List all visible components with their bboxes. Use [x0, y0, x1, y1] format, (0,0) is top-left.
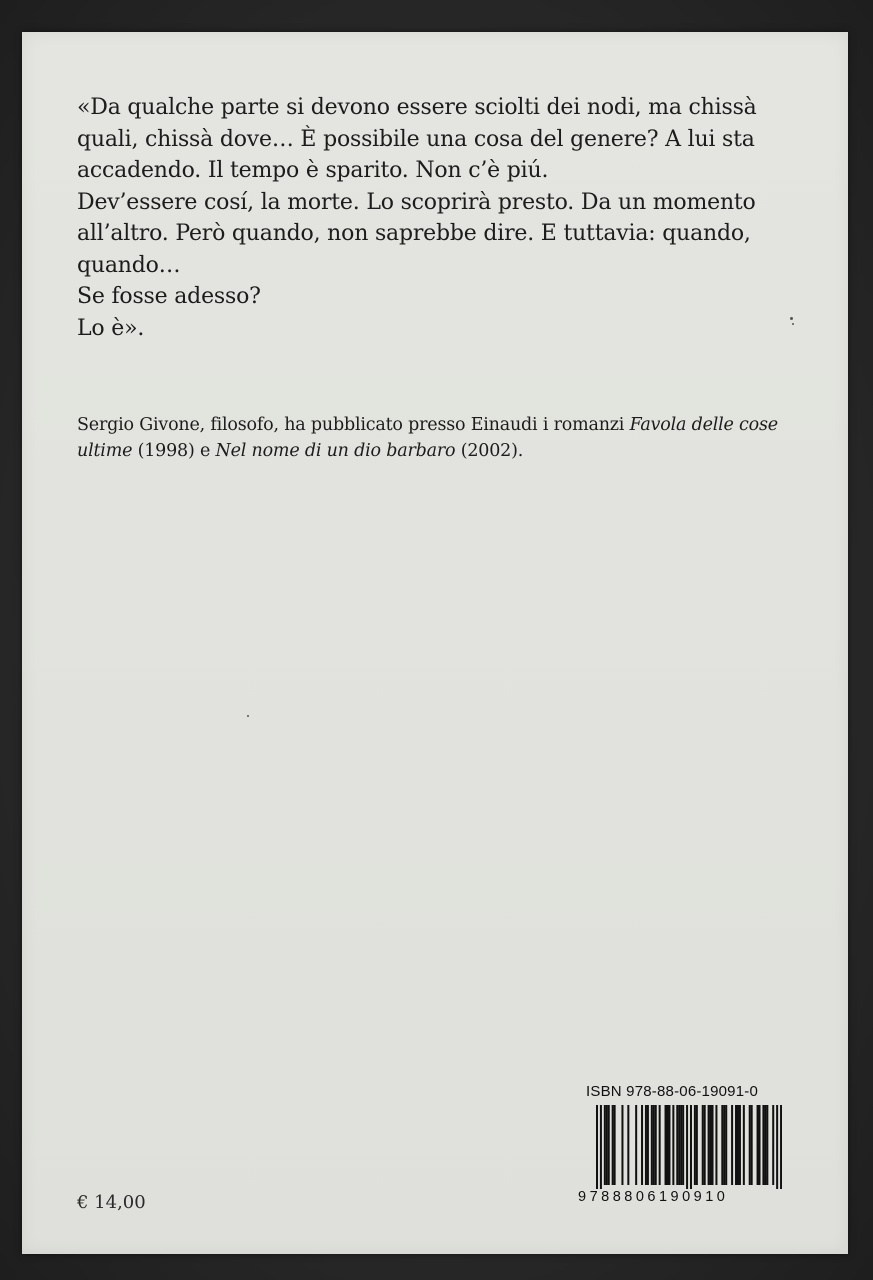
- barcode-bar: [772, 1105, 774, 1185]
- barcode-bar: [668, 1105, 670, 1185]
- barcode-bar: [606, 1105, 608, 1185]
- barcode-bar: [708, 1105, 710, 1185]
- barcode-bar: [737, 1105, 739, 1185]
- barcode-bar: [666, 1105, 668, 1185]
- barcode-bar: [704, 1105, 706, 1185]
- barcode-bar: [766, 1105, 768, 1185]
- paper-speck: [790, 317, 793, 320]
- barcode-bar: [635, 1105, 637, 1185]
- barcode-bar: [686, 1105, 688, 1189]
- barcode-bar: [676, 1105, 678, 1185]
- blurb-paragraph: «Da qualche parte si devono essere sciolti dei nodi, ma chissà quali, chissà dove… È possibile una cosa del genere? A lui sta accadendo. Il tempo è sparito. Non c’è piú.: [77, 95, 757, 183]
- barcode-bar: [743, 1105, 745, 1185]
- barcode-bar: [712, 1105, 714, 1185]
- barcode-bar: [731, 1105, 733, 1185]
- book-title-2: Nel nome di un dio barbaro: [215, 441, 456, 461]
- barcode-bar: [672, 1105, 674, 1185]
- bio-prefix: Sergio Givone, filosofo, ha pubblicato presso Einaudi i romanzi: [77, 415, 630, 435]
- paper-speck: [792, 323, 794, 325]
- barcode-bar: [762, 1105, 764, 1185]
- barcode-bar: [764, 1105, 766, 1185]
- bio-suffix: (2002).: [455, 441, 524, 461]
- barcode-bar: [678, 1105, 680, 1185]
- barcode-bar: [776, 1105, 778, 1189]
- barcode-bar: [665, 1105, 667, 1185]
- barcode-bar: [600, 1105, 602, 1189]
- barcode-bar: [627, 1105, 629, 1185]
- barcode-bar: [690, 1105, 692, 1189]
- barcode-bar: [710, 1105, 712, 1185]
- barcode-bar: [780, 1105, 782, 1189]
- blurb-paragraph: Se fosse adesso?: [77, 284, 261, 309]
- barcode-digits: 9788806190910: [578, 1189, 729, 1205]
- isbn-label: ISBN 978-88-06-19091-0: [586, 1083, 759, 1100]
- barcode-bar: [735, 1105, 737, 1185]
- paper-speck: [247, 715, 249, 717]
- book-title-1: Favola delle cose ultime: [77, 415, 778, 461]
- barcode-bar: [621, 1105, 623, 1185]
- barcode-icon: [596, 1105, 782, 1189]
- isbn-barcode-block: [578, 1082, 786, 1210]
- author-bio: [77, 412, 817, 464]
- barcode-bar: [739, 1105, 741, 1185]
- barcode-bar: [682, 1105, 684, 1185]
- book-back-cover: [22, 32, 848, 1254]
- barcode-bar: [725, 1105, 727, 1185]
- barcode-bar: [723, 1105, 725, 1185]
- barcode-bar: [641, 1105, 643, 1185]
- blurb-quote: [77, 92, 817, 344]
- barcode-bar: [612, 1105, 614, 1185]
- barcode-bar: [715, 1105, 717, 1185]
- barcode-bar: [702, 1105, 704, 1185]
- barcode-bar: [721, 1105, 723, 1185]
- barcode-bar: [655, 1105, 657, 1185]
- barcode-bar: [680, 1105, 682, 1185]
- barcode-bar: [696, 1105, 698, 1185]
- barcode-bar: [659, 1105, 661, 1185]
- barcode-bar: [694, 1105, 696, 1185]
- barcode-bar: [647, 1105, 649, 1185]
- barcode-bar: [604, 1105, 606, 1185]
- bio-middle: (1998) e: [132, 441, 216, 461]
- barcode-bar: [749, 1105, 751, 1185]
- barcode-bar: [651, 1105, 653, 1185]
- barcode-bar: [759, 1105, 761, 1185]
- price-label: € 14,00: [77, 1192, 146, 1213]
- barcode-bar: [614, 1105, 616, 1185]
- barcode-bar: [608, 1105, 610, 1185]
- barcode-bar: [653, 1105, 655, 1185]
- blurb-paragraph: Lo è».: [77, 315, 145, 341]
- barcode-bar: [751, 1105, 753, 1185]
- barcode-bar: [645, 1105, 647, 1185]
- barcode-bar: [757, 1105, 759, 1185]
- blurb-paragraph: Dev’essere cosí, la morte. Lo scoprirà presto. Da un momento all’altro. Però quando, non saprebbe dire. E tuttavia: quando, quando…: [77, 189, 756, 278]
- barcode-bar: [596, 1105, 598, 1189]
